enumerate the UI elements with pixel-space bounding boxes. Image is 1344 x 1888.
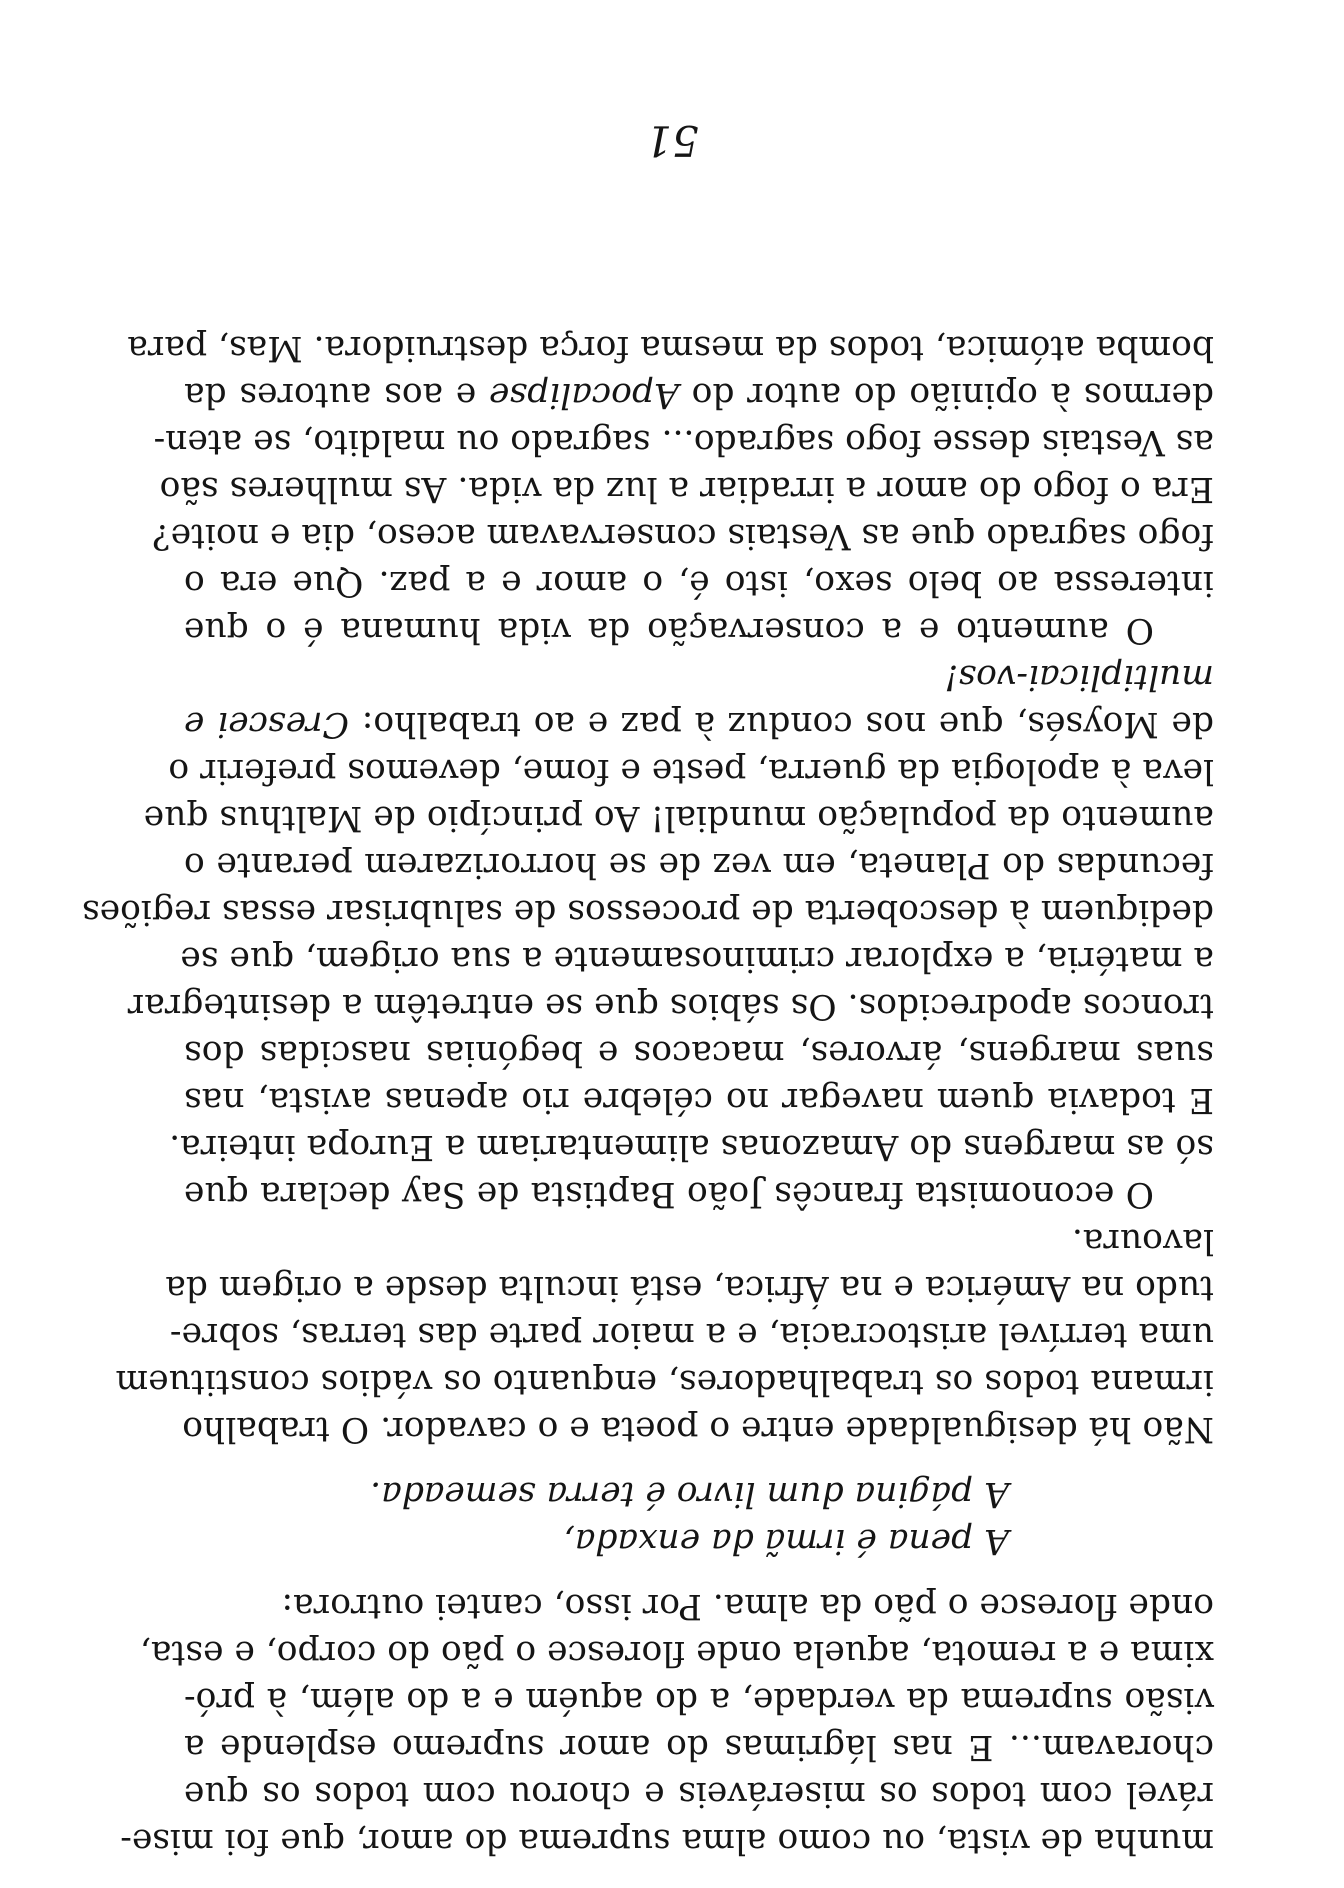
text-line [184, 653, 1214, 700]
text-line: onde floresce o pão da alma. Por isso, cantei outrora: [281, 1586, 1214, 1626]
text-line: troncos apodrecidos. Os sábios que se entretêm a desintegrar [127, 986, 1214, 1026]
text-line: tudo na América e na África, está inculta desde a origem da [165, 1268, 1214, 1308]
text-line: munha de vista, ou como alma suprema do amor, que foi mise- [120, 1821, 1214, 1861]
text-line: choravam... E nas lágrimas do amor supremo esplende a [184, 1727, 1214, 1767]
text-line: aumento da população mundial! Ao princípio de Malthus que [143, 798, 1214, 838]
italic-segment: Apocalipse [488, 375, 679, 415]
text-line: dediquem à descoberta de processos de salubrisar essas regiões [82, 892, 1214, 932]
text-line: bomba atómica, todos da mesma força destruidora. Mas, para [127, 328, 1214, 368]
text-line: O economista francês João Baptista de Say declara que [184, 1174, 1154, 1214]
text-line: visão suprema da verdade, a do aquém e a do além, à pró- [184, 1680, 1214, 1720]
text-line: Era o fogo do amor a irradiar a luz da vida. As mulheres são [159, 469, 1214, 509]
text-line: leva à apologia da guerra, peste e fome, devemos preferir o [168, 751, 1214, 791]
text-line: O aumento e a conservação da vida humana é o que [184, 610, 1154, 650]
text-line: lavoura. [1071, 1221, 1214, 1261]
text-line: uma terrível aristocracia, e a maior parte das terras, sobre- [169, 1315, 1214, 1355]
text-line: as Vestais desse fogo sagrado... sagrado ou maldito, se aten- [153, 422, 1214, 462]
verse-line: A pena é irmã da enxada, [563, 1521, 1009, 1561]
text-line: só as margens do Amazonas alimentariam a Europa inteira. [169, 1127, 1214, 1167]
text-line: suas margens, árvores, macacos e begónias nascidas dos [184, 1033, 1214, 1073]
text-line: E todavia quem navegar no célebre rio apenas avista, nas [184, 1080, 1214, 1120]
text-line: xima e a remota, aquela onde floresce o pão do corpo, e esta, [139, 1633, 1214, 1673]
text-line: fecundas do Planeta, em vez de se horrorizarem perante o [184, 845, 1214, 885]
text-segment: e aos autores da [184, 375, 477, 415]
italic-segment: Crescei e [183, 704, 349, 744]
text-line: a matéria, a explorar criminosamente a sua origem, que se [180, 939, 1214, 979]
italic-segment: multiplicai-vos! [944, 657, 1214, 697]
text-line: Não há desigualdade entre o poeta e o cavador. O trabalho [182, 1409, 1214, 1449]
page-number: 51 [645, 116, 699, 165]
text-line: fogo sagrado que as Vestais conservavam aceso, dia e noite? [152, 516, 1214, 556]
text-line: irmana todos os trabalhadores, enquanto os vádios constituem [115, 1362, 1214, 1402]
text-line: interessa ao belo sexo, isto é, o amor e a paz. Que era o [184, 563, 1214, 603]
body-text [82, 324, 1214, 1864]
text-segment: de Moysés, que nos conduz à paz e ao trabalho: [361, 704, 1214, 744]
text-segment: dermos à opinião do autor do [691, 375, 1214, 415]
text-line [184, 371, 1214, 418]
text-line [184, 700, 1214, 747]
verse-line: A página dum livro é terra semeada. [370, 1474, 1009, 1514]
text-line: rável com todos os miseráveis e chorou com todos os que [184, 1774, 1214, 1814]
